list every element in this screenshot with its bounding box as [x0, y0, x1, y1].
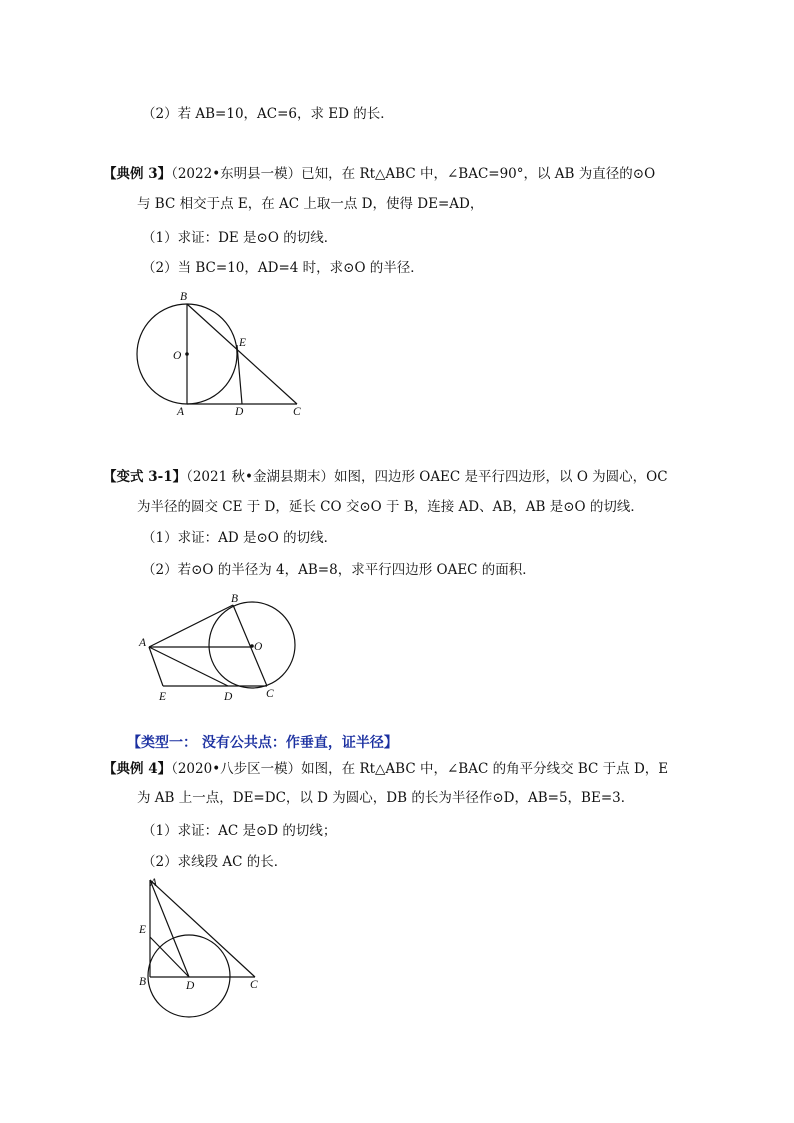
example3-text1: （2022•东明县一模）已知，在 Rt△ABC 中，∠BAC=90°，以 AB 为直径的⊙O — [171, 166, 656, 182]
label-b: B — [180, 291, 188, 303]
example3-question2: （2）当 BC=10，AD=4 时，求⊙O 的半径． — [142, 260, 424, 276]
label-c: C — [266, 688, 274, 700]
segment-ac — [150, 880, 255, 977]
variant31-question2: （2）若⊙O 的半径为 4，AB=8，求平行四边形 OAEC 的面积． — [142, 562, 536, 578]
label-a: A — [177, 406, 185, 418]
example3-tag: 【典例 3】 — [103, 166, 172, 182]
label-c: C — [293, 406, 301, 418]
variant31-text1: （2021 秋•金湖县期末）如图，四边形 OAEC 是平行四边形，以 O 为圆心，OC — [186, 469, 668, 485]
label-b: B — [139, 976, 147, 988]
variant31-tag: 【变式 3-1】 — [103, 469, 187, 485]
label-a: A — [139, 637, 147, 649]
label-d: D — [235, 406, 244, 418]
label-d: D — [224, 691, 233, 703]
label-e: E — [139, 924, 147, 936]
example4-question1: （1）求证：AC 是⊙D 的切线； — [142, 823, 337, 839]
example4-line2: 为 AB 上一点，DE=DC，以 D 为圆心，DB 的长为半径作⊙D，AB=5，BE=3． — [137, 790, 635, 806]
example3-question1: （1）求证：DE 是⊙O 的切线． — [142, 230, 338, 246]
label-d: D — [186, 980, 195, 992]
example2-question2: （2）若 AB=10，AC=6，求 ED 的长． — [142, 106, 394, 122]
example4-tag: 【典例 4】 — [103, 761, 172, 777]
variant31-line2: 为半径的圆交 CE 于 D，延长 CO 交⊙O 于 B，连接 AD、AB，AB 是⊙O 的切线． — [137, 499, 644, 515]
segment-ed — [150, 937, 189, 977]
label-e: E — [239, 337, 247, 349]
label-a: A — [150, 877, 158, 889]
label-b: B — [231, 593, 239, 605]
label-e: E — [159, 691, 167, 703]
example4-question2: （2）求线段 AC 的长． — [142, 854, 288, 870]
label-o: O — [254, 641, 263, 653]
variant31-question1: （1）求证：AD 是⊙O 的切线． — [142, 530, 338, 546]
type1-heading: 【类型一： 没有公共点：作垂直，证半径】 — [127, 735, 398, 751]
example3-line2: 与 BC 相交于点 E，在 AC 上取一点 D，使得 DE=AD， — [137, 196, 484, 212]
label-o: O — [173, 350, 182, 362]
label-c: C — [250, 979, 258, 991]
segment-ad — [150, 880, 189, 977]
example4-text1: （2020•八步区一模）如图，在 Rt△ABC 中，∠BAC 的角平分线交 BC 于点 D，E — [171, 761, 669, 777]
